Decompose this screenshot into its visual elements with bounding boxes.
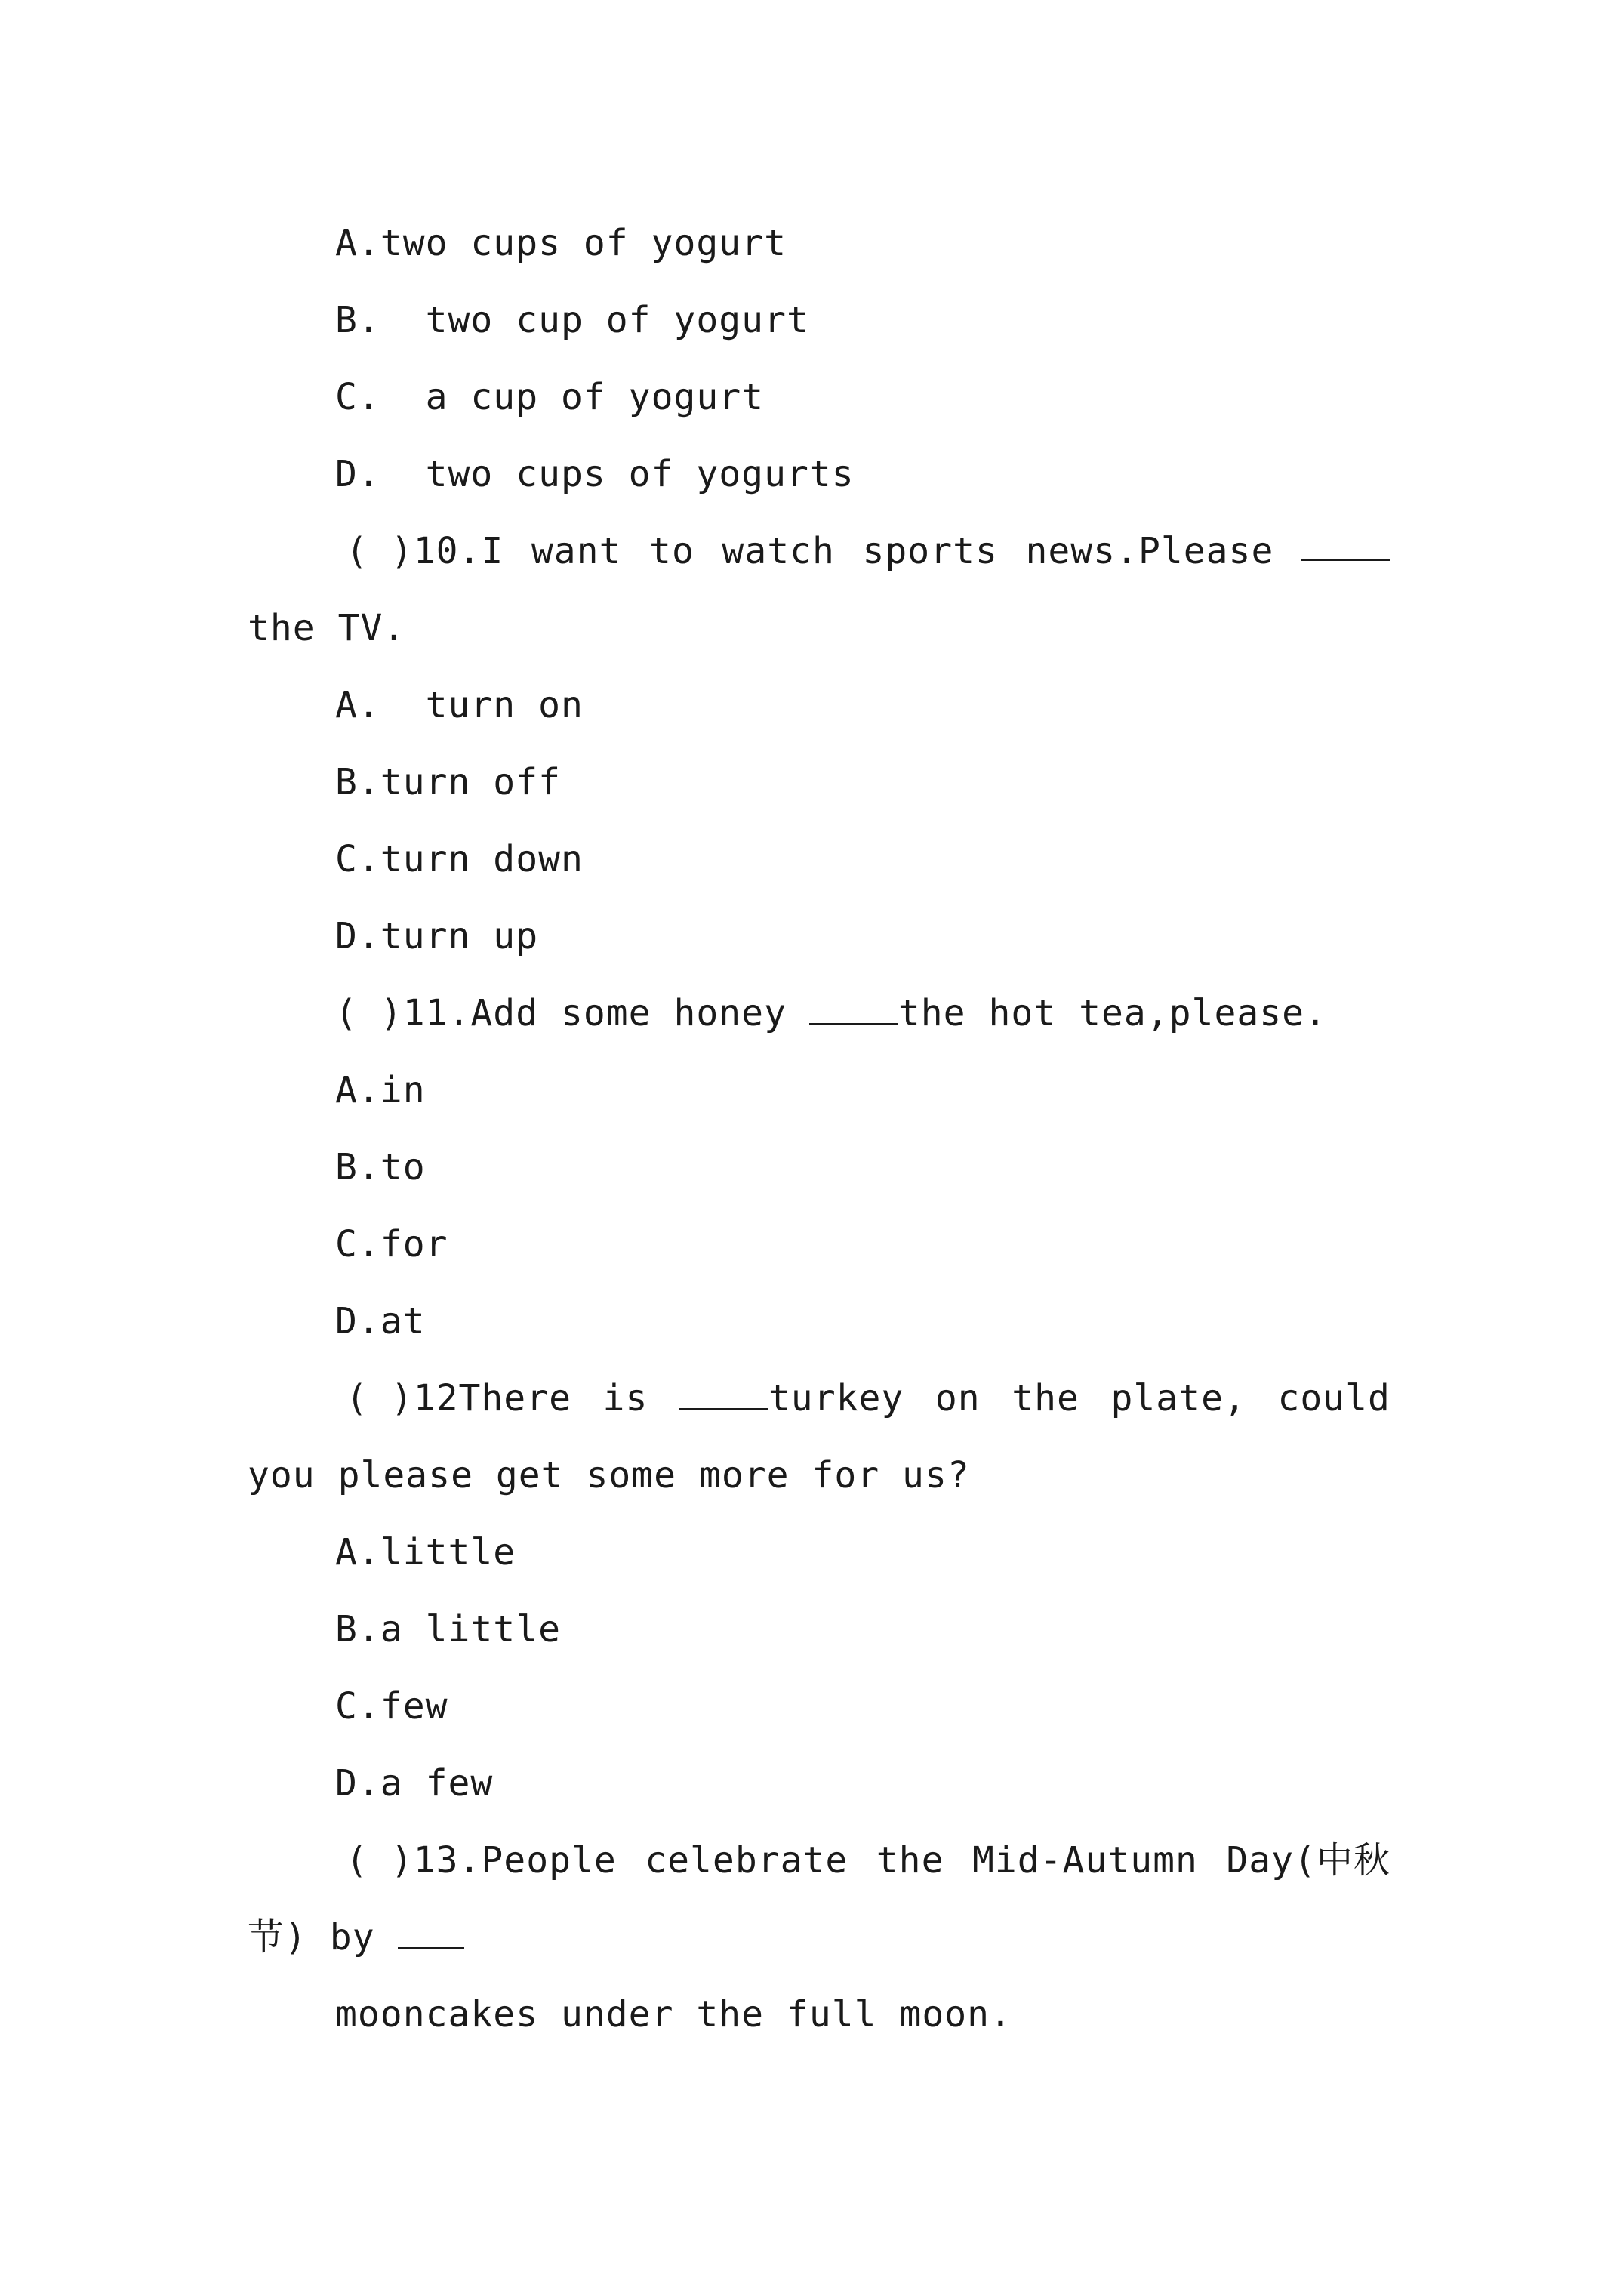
q13-stem-line1: [346, 1838, 1390, 1883]
q10-word: news.Please: [1025, 530, 1274, 572]
q12-option-d: D.a few: [335, 1762, 494, 1804]
q10-word: want: [531, 530, 622, 572]
q10-option-d: D.turn up: [335, 915, 539, 957]
q10-stem-line1: [346, 529, 1390, 574]
q12-word: could: [1277, 1377, 1390, 1419]
q9-option-a: A.two cups of yogurt: [335, 222, 787, 264]
q12-option-c: C.few: [335, 1685, 448, 1727]
q13-stem-line2-text: 节) by: [248, 1916, 398, 1959]
q12-word: ( )12There: [346, 1377, 571, 1419]
q10-word: watch: [722, 530, 835, 572]
q11-stem-before: ( )11.Add some honey: [335, 992, 809, 1034]
q12-answer-blank: [679, 1378, 768, 1410]
q12-option-b: B.a little: [335, 1608, 561, 1650]
q10-stem-line2: the TV.: [248, 607, 406, 649]
q9-option-c: C. a cup of yogurt: [335, 376, 765, 418]
q11-option-b: B.to: [335, 1146, 426, 1188]
q10-word: to: [649, 530, 694, 572]
q10-option-b: B.turn off: [335, 761, 561, 803]
q12-word-with-blank: [679, 1376, 904, 1421]
q13-word: celebrate: [645, 1839, 848, 1881]
q12-word: is: [602, 1377, 648, 1419]
q9-option-d: D. two cups of yogurts: [335, 453, 855, 495]
q12-word: turkey: [768, 1377, 904, 1419]
q13-stem-line3: mooncakes under the full moon.: [335, 1993, 1012, 2036]
q13-word: the: [876, 1839, 944, 1881]
q12-stem-line1: [346, 1376, 1390, 1421]
q13-word: ( )13.People: [346, 1839, 617, 1881]
q10-word: sports: [862, 530, 998, 572]
q13-stem-line2: [248, 1915, 464, 1960]
q10-option-c: C.turn down: [335, 838, 584, 880]
q13-word: Day(中秋: [1226, 1839, 1390, 1881]
q13-word: Mid-Autumn: [972, 1839, 1198, 1881]
q12-word: plate,: [1110, 1377, 1246, 1419]
q12-stem-line2: you please get some more for us?: [248, 1454, 970, 1496]
q11-stem-after: the hot tea,please.: [898, 992, 1327, 1034]
q10-word: ( )10.I: [346, 530, 504, 572]
q11-stem: [335, 991, 1327, 1036]
q11-option-d: D.at: [335, 1300, 426, 1342]
q11-option-a: A.in: [335, 1069, 426, 1111]
q12-word: the: [1012, 1377, 1079, 1419]
q9-option-b: B. two cup of yogurt: [335, 299, 809, 341]
q11-answer-blank: [809, 993, 898, 1025]
q13-answer-blank: [398, 1917, 464, 1949]
q10-option-a: A. turn on: [335, 684, 584, 726]
q10-answer-blank: [1301, 529, 1390, 561]
q12-word: on: [935, 1377, 981, 1419]
q12-option-a: A.little: [335, 1531, 516, 1573]
q11-option-c: C.for: [335, 1223, 448, 1265]
